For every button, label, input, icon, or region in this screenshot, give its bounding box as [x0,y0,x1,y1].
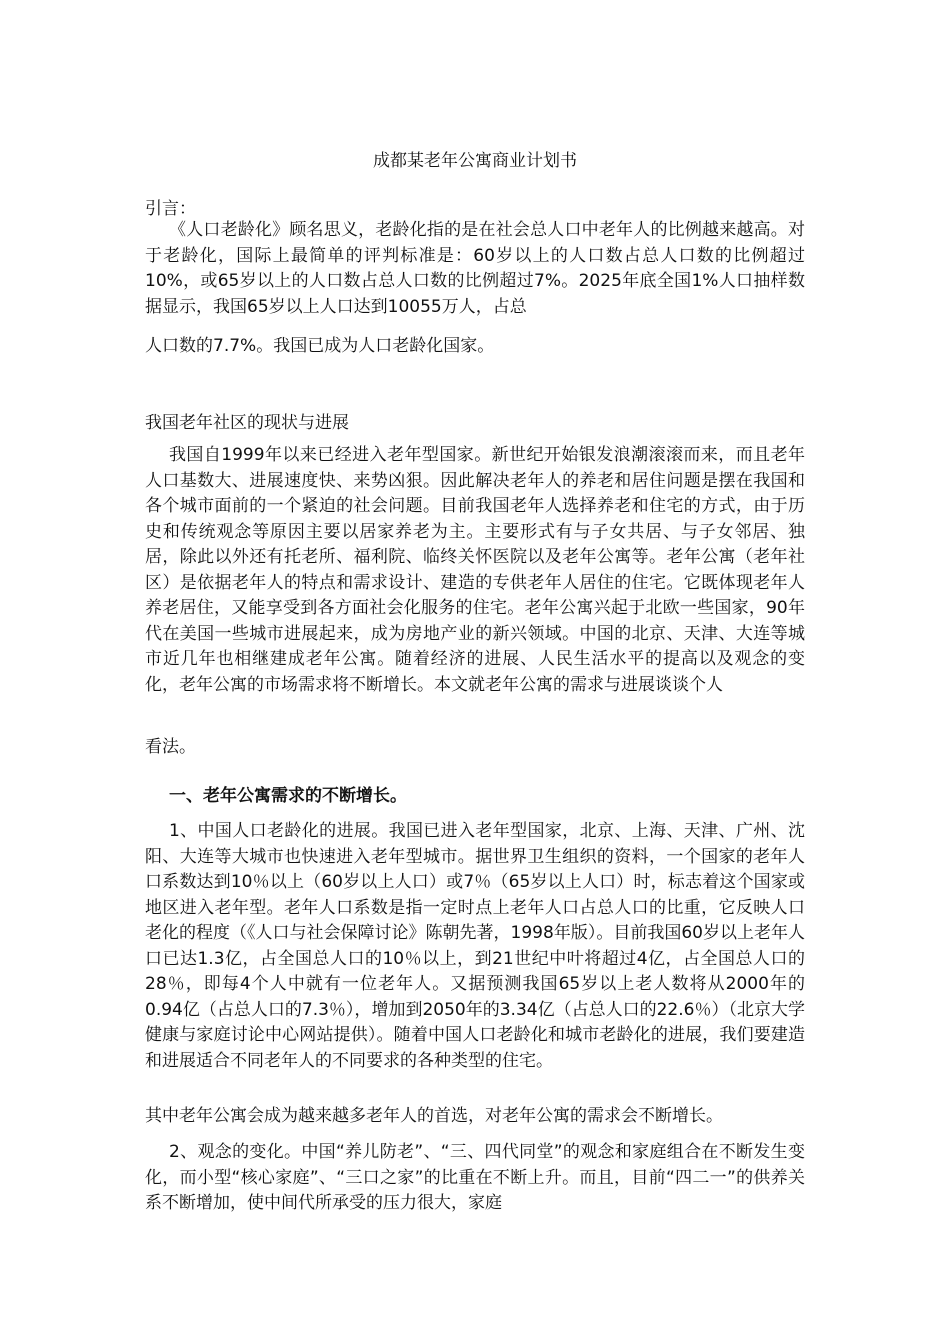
intro-paragraph-continued: 人口数的7.7%。我国已成为人口老龄化国家。 [145,336,495,356]
item-2-paragraph: 2、观念的变化。中国“养儿防老”、“三、四代同堂”的观念和家庭组合在不断发生变化，而小型“核心家庭”、“三口之家”的比重在不断上升。而且，目前“四二一”的供养关系不断增加，使中间代所承受的压力很大，家庭 [145,1142,805,1213]
document-title: 成都某老年公寓商业计划书 [373,151,577,171]
intro-paragraph: 《人口老龄化》顾名思义，老龄化指的是在社会总人口中老年人的比例越来越高。对于老龄化，国际上最简单的评判标准是：60岁以上的人口数占总人口数的比例超过10%，或65岁以上的人口数占总人口数的比例超过7%。2025年底全国1%人口抽样数据显示，我国65岁以上人口达到10055万人，占总 [145,220,805,317]
document-page [145,0,805,1344]
item-1-paragraph: 1、中国人口老龄化的进展。我国已进入老年型国家，北京、上海、天津、广州、沈阳、大连等大城市也快速进入老年型城市。据世界卫生组织的资料，一个国家的老年人口系数达到10％以上（60岁以上人口）或7％（65岁以上人口）时，标志着这个国家或地区进入老年型。老年人口系数是指一定时点上老年人口占总人口的比重，它反映人口老化的程度（《人口与社会保障讨论》陈朝先著，1998年版）。目前我国60岁以上老年人口已达1.3亿，占全国总人口的10％以上，到21世纪中叶将超过4亿，占全国总人口的28％，即每4个人中就有一位老年人。又据预测我国65岁以上老人数将从2000年的0.94亿（占总人口的7.3％），增加到2050年的3.34亿（占总人口的22.6％）（北京大学健康与家庭讨论中心网站提供）。随着中国人口老龄化和城市老龄化的进展，我们要建造和进展适合不同老年人的不同要求的各种类型的住宅。 [145,821,805,1071]
item-1-paragraph-continued: 其中老年公寓会成为越来越多老年人的首选，对老年公寓的需求会不断增长。 [145,1106,723,1126]
section-paragraph: 我国自1999年以来已经进入老年型国家。新世纪开始银发浪潮滚滚而来，而且老年人口基数大、进展速度快、来势凶狠。因此解决老年人的养老和居住问题是摆在我国和各个城市面前的一个紧迫的社会问题。目前我国老年人选择养老和住宅的方式，由于历史和传统观念等原因主要以居家养老为主。主要形式有与子女共居、与子女邻居、独居，除此以外还有托老所、福利院、临终关怀医院以及老年公寓等。老年公寓（老年社区）是依据老年人的特点和需求设计、建造的专供老年人居住的住宅。它既体现老年人养老居住，又能享受到各方面社会化服务的住宅。老年公寓兴起于北欧一些国家，90年代在美国一些城市进展起来，成为房地产业的新兴领域。中国的北京、天津、大连等城市近几年也相继建成老年公寓。随着经济的进展、人民生活水平的提高以及观念的变化，老年公寓的市场需求将不断增长。本文就老年公寓的需求与进展谈谈个人 [145,445,805,695]
intro-label: 引言： [145,199,196,219]
section-heading: 我国老年社区的现状与进展 [145,413,349,433]
section-paragraph-continued: 看法。 [145,737,196,757]
heading-demand-growth: 一、老年公寓需求的不断增长。 [169,786,407,806]
